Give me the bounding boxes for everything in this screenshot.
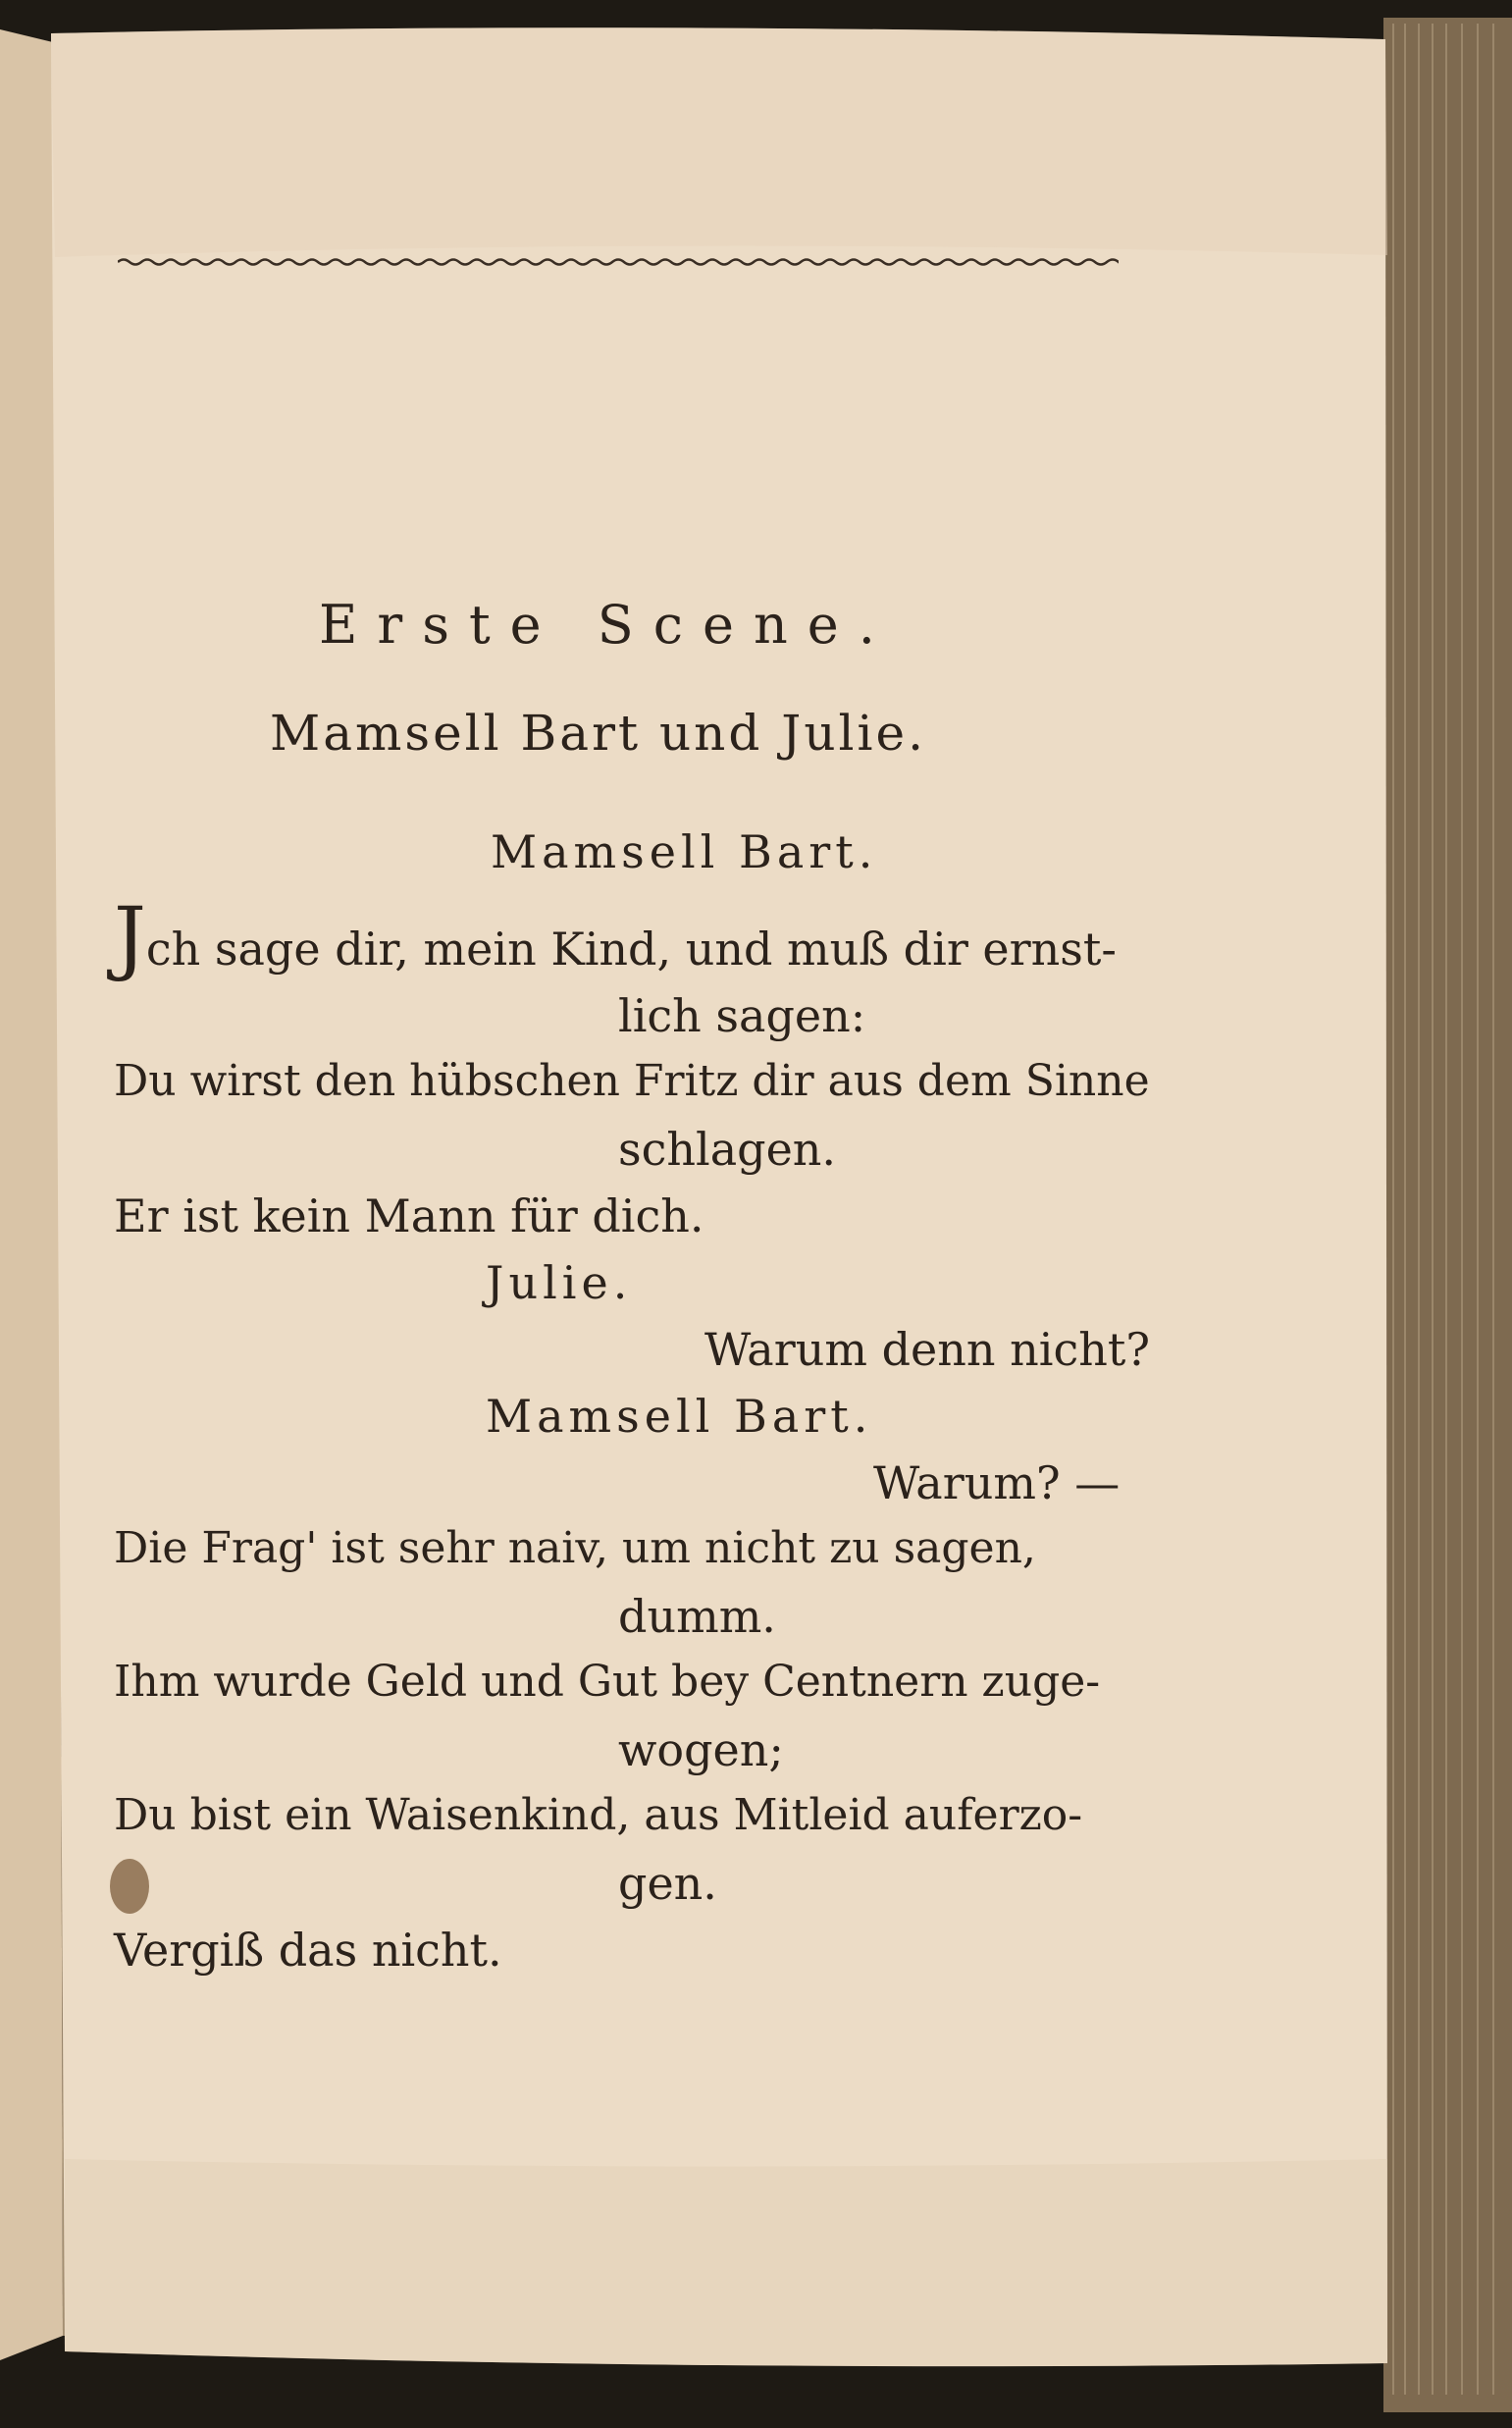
scene-title: Erste Scene. <box>319 594 895 656</box>
verse-line: Warum? — <box>873 1456 1121 1509</box>
speaker-name: Mamsell Bart. <box>486 1390 873 1443</box>
verse-line: lich sagen: <box>618 989 866 1042</box>
verse-line: Ihm wurde Geld und Gut bey Centnern zuge- <box>114 1657 1101 1707</box>
verse-line: wogen; <box>618 1723 784 1776</box>
drop-capital: J <box>114 891 146 984</box>
verse-line <box>114 891 1117 984</box>
verse-line: Warum denn nicht? <box>704 1323 1150 1376</box>
verse-text: ch sage dir, mein Kind, und muß dir ernst- <box>145 923 1117 976</box>
verse-line: schlagen. <box>618 1123 837 1176</box>
verse-line: Die Frag' ist sehr naiv, um nicht zu sagen, <box>114 1523 1036 1573</box>
speaker-name: Mamsell Bart. <box>491 825 878 878</box>
verse-line: dumm. <box>618 1590 776 1643</box>
verse-line: gen. <box>618 1857 717 1910</box>
verse-line: Du bist ein Waisenkind, aus Mitleid auferzo- <box>114 1790 1083 1840</box>
verse-line: Du wirst den hübschen Fritz dir aus dem Sinne <box>114 1056 1150 1106</box>
characters-line: Mamsell Bart und Julie. <box>270 705 926 762</box>
verse-line: Vergiß das nicht. <box>114 1924 502 1977</box>
speaker-name: Julie. <box>486 1256 633 1309</box>
verse-line: Er ist kein Mann für dich. <box>114 1189 704 1242</box>
ornamental-rule <box>118 257 1119 267</box>
